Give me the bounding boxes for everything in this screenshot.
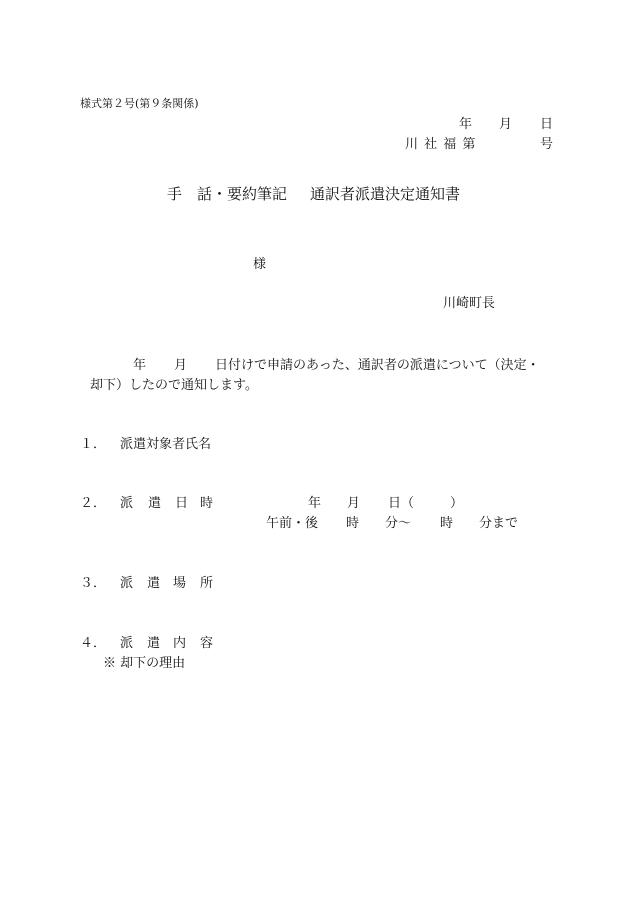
item1-label: 派遣対象者氏名 (120, 437, 212, 452)
page-title-part2: 話・要約筆記 (197, 185, 288, 203)
item4-label-char: 派 (120, 636, 134, 651)
item4-rejection-note: ※ 却下の理由 (103, 656, 186, 671)
page-title-part1: 手 (167, 185, 183, 203)
item3-number: ３． (80, 576, 107, 591)
item3-label-char: 場 (173, 576, 187, 591)
body-text-line1: 日付けで申請のあった、通訳者の派遣について（決定・ (215, 358, 540, 373)
body-month-label: 月 (174, 358, 188, 373)
page-title-part3: 通訳者派遣決定通知書 (310, 185, 461, 203)
item4-label-char: 容 (200, 636, 214, 651)
doc-number-suffix: 号 (540, 137, 554, 152)
date-day-label: 日 (540, 117, 554, 132)
item1-number: １． (80, 437, 107, 452)
item4-label-char: 内 (173, 636, 187, 651)
addressee-honorific: 様 (253, 257, 267, 272)
item2-hour-start: 時 (346, 516, 360, 531)
item2-minute-end: 分まで (479, 516, 519, 531)
item4-label-char: 遣 (147, 636, 161, 651)
item3-label-char: 所 (200, 576, 214, 591)
item3-label-char: 派 (120, 576, 134, 591)
item4-number: ４． (80, 636, 107, 651)
issuer-name: 川崎町長 (443, 296, 496, 311)
item2-close-paren: ） (450, 496, 464, 511)
item2-label-char: 日 (175, 496, 189, 511)
item2-day-label: 日（ (388, 496, 415, 511)
item3-label-char: 遣 (147, 576, 161, 591)
form-reference: 様式第２号(第９条関係) (80, 97, 199, 110)
doc-number-prefix: 川 社 福 第 (405, 137, 477, 152)
item2-label-char: 遣 (148, 496, 162, 511)
item2-hour-end: 時 (440, 516, 454, 531)
body-year-label: 年 (133, 358, 147, 373)
item2-label-char: 時 (200, 496, 214, 511)
item2-minute-start: 分～ (385, 516, 412, 531)
date-year-label: 年 (459, 117, 473, 132)
body-text-line2: 却下）したので通知します。 (90, 378, 258, 393)
item2-year-label: 年 (308, 496, 322, 511)
item2-label-char: 派 (120, 496, 134, 511)
date-month-label: 月 (499, 117, 513, 132)
item2-number: ２． (80, 496, 107, 511)
item2-month-label: 月 (347, 496, 361, 511)
item2-ampm: 午前・後 (266, 516, 319, 531)
